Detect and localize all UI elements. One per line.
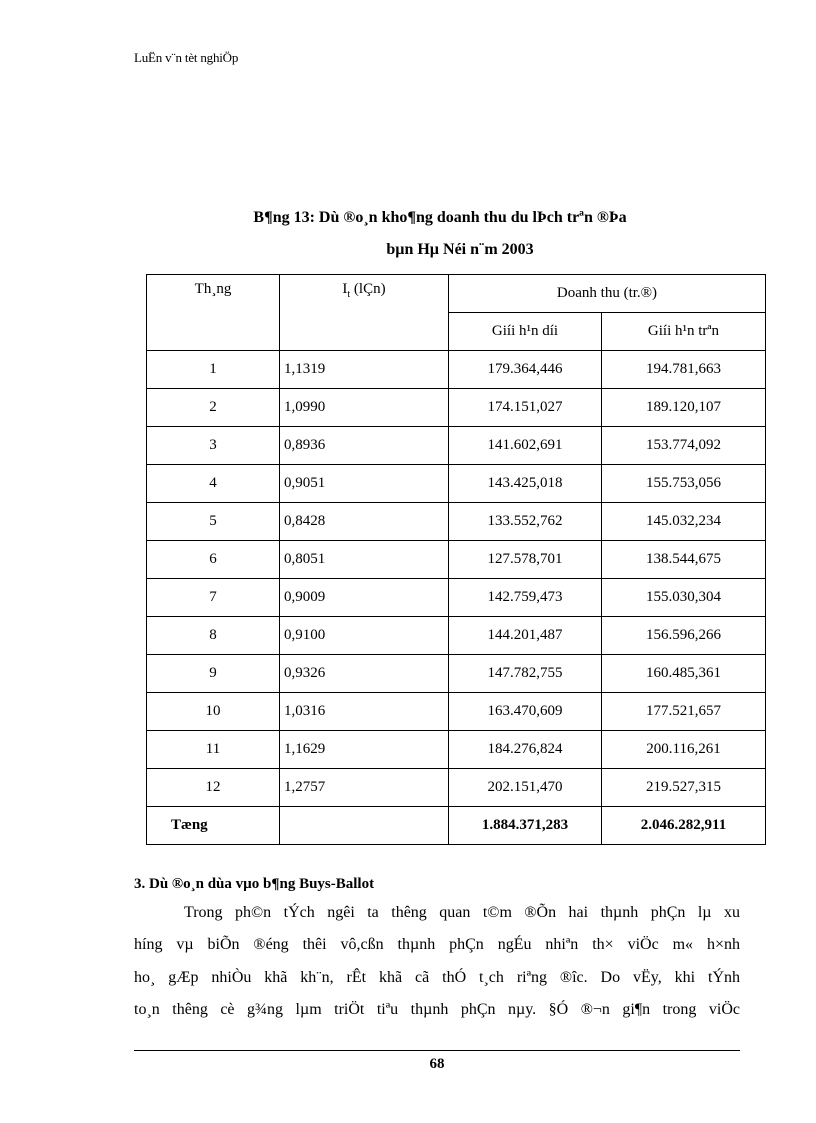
- cell-month: 10: [147, 693, 280, 731]
- cell-index: 1,2757: [280, 769, 449, 807]
- running-header: LuËn v¨n tèt nghiÖp: [134, 50, 239, 65]
- cell-upper: 138.544,675: [602, 541, 766, 579]
- cell-lower: 141.602,691: [449, 427, 602, 465]
- table-row: [147, 579, 766, 617]
- cell-month: 9: [147, 655, 280, 693]
- cell-upper: 189.120,107: [602, 389, 766, 427]
- table-row: [147, 617, 766, 655]
- paragraph-line-3: ho¸ gÆp nhiÒu khã kh¨n, rÊt khã cã thÓ t¸ch riªng ®îc. Do vËy, khi tÝnh: [134, 969, 740, 986]
- table-row: [147, 769, 766, 807]
- header-index-unit: (lÇn): [350, 281, 386, 297]
- cell-index: 1,1319: [280, 351, 449, 389]
- cell-index: 0,9100: [280, 617, 449, 655]
- cell-upper: 194.781,663: [602, 351, 766, 389]
- cell-lower: 143.425,018: [449, 465, 602, 503]
- cell-upper: 219.527,315: [602, 769, 766, 807]
- cell-lower: 163.470,609: [449, 693, 602, 731]
- cell-index: 1,0990: [280, 389, 449, 427]
- cell-month: 1: [147, 351, 280, 389]
- cell-index: 0,9326: [280, 655, 449, 693]
- cell-lower: 144.201,487: [449, 617, 602, 655]
- cell-index: 1,0316: [280, 693, 449, 731]
- cell-lower: 147.782,755: [449, 655, 602, 693]
- header-upper-bound: Giíi h¹n trªn: [602, 313, 766, 351]
- table-header-row: [147, 275, 766, 313]
- header-index-main: I: [342, 281, 348, 297]
- cell-month: 12: [147, 769, 280, 807]
- cell-lower: 179.364,446: [449, 351, 602, 389]
- page-number: 68: [429, 1056, 445, 1072]
- paragraph-line-4: to¸n thêng cè g¾ng lµm triÖt tiªu thµnh phÇn nµy. §Ó ®¬n gi¶n trong viÖc: [134, 1001, 740, 1018]
- cell-index: 0,8936: [280, 427, 449, 465]
- table-title-line-1: B¶ng 13: Dù ®o¸n kho¶ng doanh thu du lÞch trªn ®Þa: [253, 209, 627, 226]
- table-row: [147, 465, 766, 503]
- cell-upper: 145.032,234: [602, 503, 766, 541]
- cell-index: 0,9009: [280, 579, 449, 617]
- table-row: [147, 427, 766, 465]
- cell-month: 5: [147, 503, 280, 541]
- table-row: [147, 389, 766, 427]
- header-lower-bound: Giíi h¹n díi: [449, 313, 602, 351]
- cell-month: 6: [147, 541, 280, 579]
- cell-upper: 200.116,261: [602, 731, 766, 769]
- cell-lower: 142.759,473: [449, 579, 602, 617]
- total-index-empty: [280, 807, 449, 845]
- cell-month: 7: [147, 579, 280, 617]
- paragraph-line-2: híng vµ biÕn ®éng thêi vô,cßn thµnh phÇn ngÉu nhiªn th× viÖc m« h×nh: [134, 936, 740, 953]
- header-index: [280, 275, 449, 351]
- table-total-row: [147, 807, 766, 845]
- cell-lower: 127.578,701: [449, 541, 602, 579]
- total-label: Tæng: [147, 807, 280, 845]
- table-row: [147, 503, 766, 541]
- cell-lower: 133.552,762: [449, 503, 602, 541]
- cell-index: 1,1629: [280, 731, 449, 769]
- cell-month: 3: [147, 427, 280, 465]
- cell-upper: 155.753,056: [602, 465, 766, 503]
- table-row: [147, 693, 766, 731]
- footer-rule: [134, 1050, 740, 1051]
- paragraph-line-1: Trong ph©n tÝch ngêi ta thêng quan t©m ®Õn hai thµnh phÇn lµ xu: [184, 904, 740, 921]
- cell-lower: 202.151,470: [449, 769, 602, 807]
- header-revenue: Doanh thu (tr.®): [449, 275, 766, 313]
- table-row: [147, 731, 766, 769]
- cell-index: 0,9051: [280, 465, 449, 503]
- header-month: Th¸ng: [147, 275, 280, 351]
- cell-upper: 153.774,092: [602, 427, 766, 465]
- section-heading: 3. Dù ®o¸n dùa vµo b¶ng Buys-Ballot: [134, 876, 375, 892]
- revenue-forecast-table: [146, 274, 766, 845]
- total-lower: 1.884.371,283: [449, 807, 602, 845]
- cell-lower: 174.151,027: [449, 389, 602, 427]
- cell-index: 0,8051: [280, 541, 449, 579]
- table-row: [147, 655, 766, 693]
- table-row: [147, 541, 766, 579]
- header-index-sub: t: [347, 289, 351, 300]
- table-title-line-2: bµn Hµ Néi n¨m 2003: [386, 241, 534, 258]
- cell-month: 2: [147, 389, 280, 427]
- cell-month: 8: [147, 617, 280, 655]
- cell-lower: 184.276,824: [449, 731, 602, 769]
- cell-upper: 177.521,657: [602, 693, 766, 731]
- cell-upper: 156.596,266: [602, 617, 766, 655]
- cell-upper: 155.030,304: [602, 579, 766, 617]
- total-upper: 2.046.282,911: [602, 807, 766, 845]
- cell-month: 11: [147, 731, 280, 769]
- cell-index: 0,8428: [280, 503, 449, 541]
- cell-month: 4: [147, 465, 280, 503]
- cell-upper: 160.485,361: [602, 655, 766, 693]
- table-row: [147, 351, 766, 389]
